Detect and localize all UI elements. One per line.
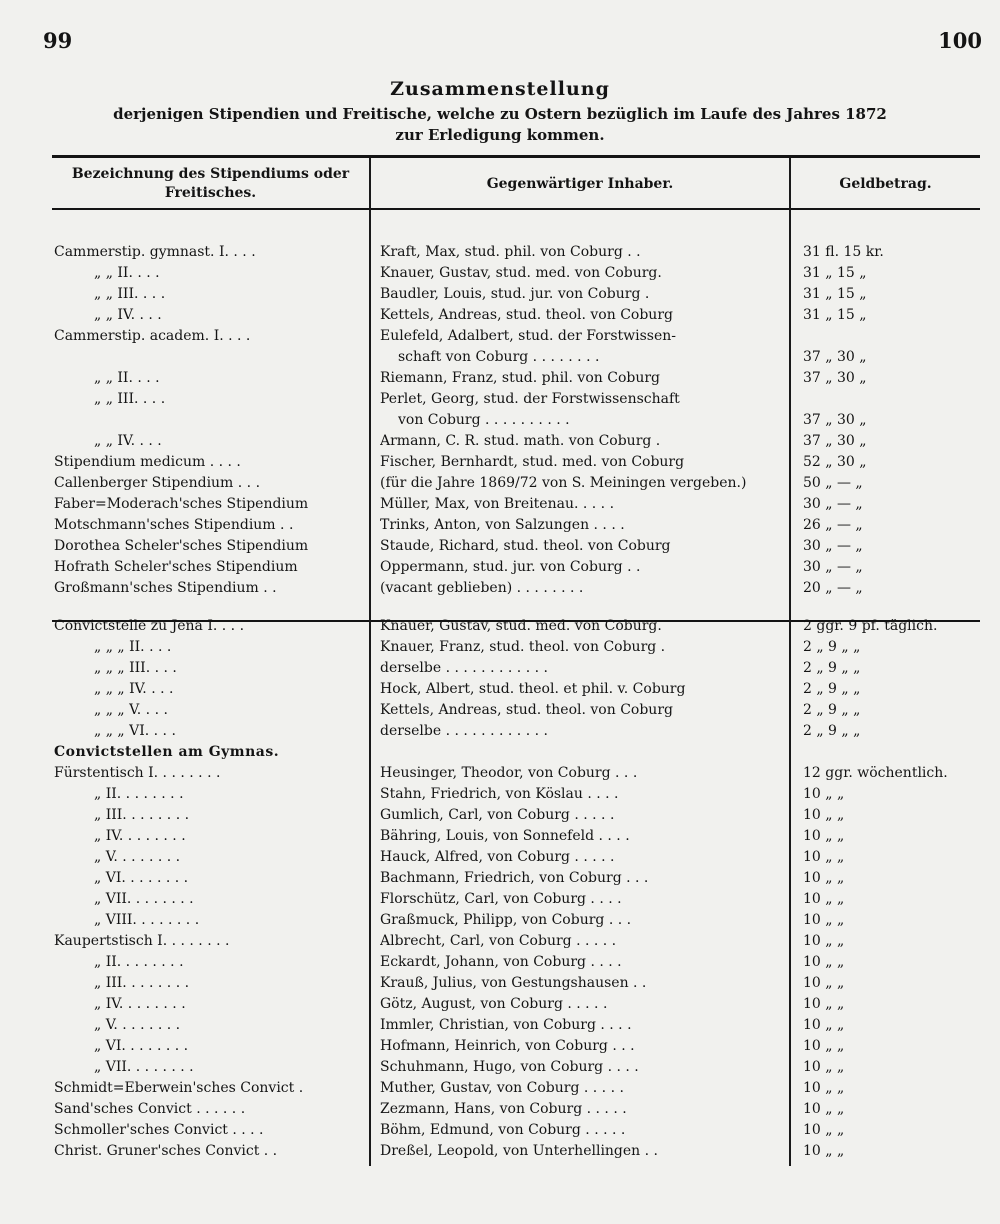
stipendium-name-cell: Schmidt=Eberwein'sches Convict . xyxy=(54,1080,304,1096)
table-row xyxy=(0,637,1000,658)
holder-cell: Götz, August, von Coburg . . . . . xyxy=(380,996,608,1012)
table-row xyxy=(0,1057,1000,1078)
table-row xyxy=(0,410,1000,431)
amount-cell: 10 „ „ xyxy=(803,891,845,907)
stipendium-name-cell: „ „ II. . . . xyxy=(94,370,160,386)
holder-cell: Knauer, Gustav, stud. med. von Coburg. xyxy=(380,618,662,634)
holder-cell: Florschütz, Carl, von Coburg . . . . xyxy=(380,891,622,907)
stipendium-name-cell: Callenberger Stipendium . . . xyxy=(54,475,261,491)
table-row xyxy=(0,326,1000,347)
table-row xyxy=(0,1036,1000,1057)
amount-cell: 52 „ 30 „ xyxy=(803,454,867,470)
stipendium-name-cell: „ V. . . . . . . . xyxy=(94,1017,181,1033)
amount-cell: 10 „ „ xyxy=(803,786,845,802)
holder-cell: (vacant geblieben) . . . . . . . . xyxy=(380,580,584,596)
amount-cell: 2 „ 9 „ „ xyxy=(803,702,861,718)
table-row xyxy=(0,1078,1000,1099)
stipendium-name-cell: Cammerstip. gymnast. I. . . . xyxy=(54,244,256,260)
holder-cell: Müller, Max, von Breitenau. . . . . xyxy=(380,496,615,512)
amount-cell: 10 „ „ xyxy=(803,849,845,865)
amount-cell: 10 „ „ xyxy=(803,954,845,970)
holder-cell: Kettels, Andreas, stud. theol. von Coburg xyxy=(380,702,673,718)
stipendium-name-cell: „ „ „ V. . . . xyxy=(94,702,168,718)
holder-cell: Trinks, Anton, von Salzungen . . . . xyxy=(380,517,625,533)
stipendium-name-cell: „ IV. . . . . . . . xyxy=(94,996,186,1012)
table-row xyxy=(0,368,1000,389)
holder-cell: Perlet, Georg, stud. der Forstwissenschaft xyxy=(380,391,680,407)
stipendium-name-cell: „ II. . . . . . . . xyxy=(94,954,184,970)
holder-cell: Knauer, Franz, stud. theol. von Coburg . xyxy=(380,639,666,655)
holder-cell: von Coburg . . . . . . . . . . xyxy=(398,412,570,428)
stipendium-name-cell: „ VII. . . . . . . . xyxy=(94,891,194,907)
table-row xyxy=(0,452,1000,473)
holder-cell: Hofmann, Heinrich, von Coburg . . . xyxy=(380,1038,635,1054)
holder-cell: (für die Jahre 1869/72 von S. Meiningen vergeben.) xyxy=(380,475,747,491)
table-row xyxy=(0,242,1000,263)
table-row xyxy=(0,536,1000,557)
holder-cell: Albrecht, Carl, von Coburg . . . . . xyxy=(380,933,617,949)
holder-cell: Fischer, Bernhardt, stud. med. von Coburg xyxy=(380,454,685,470)
stipendium-name-cell: „ „ II. . . . xyxy=(94,265,160,281)
holder-cell: Zezmann, Hans, von Coburg . . . . . xyxy=(380,1101,627,1117)
stipendium-name-cell: Dorothea Scheler'sches Stipendium xyxy=(54,538,309,554)
amount-cell: 2 „ 9 „ „ xyxy=(803,660,861,676)
amount-cell: 12 ggr. wöchentlich. xyxy=(803,765,948,781)
amount-cell: 10 „ „ xyxy=(803,1122,845,1138)
holder-cell: Kraft, Max, stud. phil. von Coburg . . xyxy=(380,244,641,260)
table-row xyxy=(0,973,1000,994)
header-stipendium: Bezeichnung des Stipendiums oder Freitisches. xyxy=(71,166,350,201)
holder-cell: Bachmann, Friedrich, von Coburg . . . xyxy=(380,870,649,886)
holder-cell: Kettels, Andreas, stud. theol. von Coburg xyxy=(380,307,673,323)
amount-cell: 2 „ 9 „ „ xyxy=(803,639,861,655)
stipendium-name-cell: Großmann'sches Stipendium . . xyxy=(54,580,277,596)
stipendium-name-cell: Motschmann'sches Stipendium . . xyxy=(54,517,294,533)
page-subtitle-line1: derjenigen Stipendien und Freitische, welche zu Ostern bezüglich im Laufe des Jahres 1872 xyxy=(113,105,887,123)
table-row xyxy=(0,1099,1000,1120)
amount-cell: 10 „ „ xyxy=(803,975,845,991)
amount-cell: 30 „ — „ xyxy=(803,496,863,512)
holder-cell: Baudler, Louis, stud. jur. von Coburg . xyxy=(380,286,650,302)
stipendium-name-cell: „ „ „ IV. . . . xyxy=(94,681,174,697)
stipendium-name-cell: „ „ III. . . . xyxy=(94,286,166,302)
page-number-right: 100 xyxy=(938,28,982,53)
amount-cell: 10 „ „ xyxy=(803,870,845,886)
table-row xyxy=(0,910,1000,931)
table-row xyxy=(0,952,1000,973)
amount-cell: 31 fl. 15 kr. xyxy=(803,244,884,260)
amount-cell: 10 „ „ xyxy=(803,912,845,928)
table-row xyxy=(0,679,1000,700)
amount-cell: 37 „ 30 „ xyxy=(803,412,867,428)
stipendium-name-cell: „ IV. . . . . . . . xyxy=(94,828,186,844)
amount-cell: 10 „ „ xyxy=(803,828,845,844)
amount-cell: 10 „ „ xyxy=(803,1101,845,1117)
table-row xyxy=(0,868,1000,889)
holder-cell: Gumlich, Carl, von Coburg . . . . . xyxy=(380,807,615,823)
holder-cell: Heusinger, Theodor, von Coburg . . . xyxy=(380,765,638,781)
amount-cell: 10 „ „ xyxy=(803,1059,845,1075)
table-row xyxy=(0,616,1000,637)
holder-cell: Eulefeld, Adalbert, stud. der Forstwissen- xyxy=(380,328,676,344)
holder-cell: Riemann, Franz, stud. phil. von Coburg xyxy=(380,370,661,386)
holder-cell: Hock, Albert, stud. theol. et phil. v. Coburg xyxy=(380,681,686,697)
amount-cell: 10 „ „ xyxy=(803,1038,845,1054)
stipendium-name-cell: Fürstentisch I. . . . . . . . xyxy=(54,765,221,781)
page-subtitle-line2: zur Erledigung kommen. xyxy=(395,126,605,144)
holder-cell: Stahn, Friedrich, von Köslau . . . . xyxy=(380,786,619,802)
amount-cell: 10 „ „ xyxy=(803,807,845,823)
amount-cell: 10 „ „ xyxy=(803,933,845,949)
holder-cell: Armann, C. R. stud. math. von Coburg . xyxy=(380,433,661,449)
holder-cell: Staude, Richard, stud. theol. von Coburg xyxy=(380,538,671,554)
table-row xyxy=(0,1120,1000,1141)
table-row xyxy=(0,284,1000,305)
table-row xyxy=(0,578,1000,599)
table-row xyxy=(0,658,1000,679)
table-row xyxy=(0,721,1000,742)
holder-cell: Knauer, Gustav, stud. med. von Coburg. xyxy=(380,265,662,281)
amount-cell: 30 „ — „ xyxy=(803,559,863,575)
table-row xyxy=(0,263,1000,284)
stipendium-name-cell: Convictstellen am Gymnas. xyxy=(54,744,280,760)
table-row xyxy=(0,431,1000,452)
holder-cell: Krauß, Julius, von Gestungshausen . . xyxy=(380,975,647,991)
table-row xyxy=(0,847,1000,868)
header-geldbetrag: Geldbetrag. xyxy=(839,175,932,192)
holder-cell: Böhm, Edmund, von Coburg . . . . . xyxy=(380,1122,626,1138)
stipendium-name-cell: Stipendium medicum . . . . xyxy=(54,454,241,470)
amount-cell: 37 „ 30 „ xyxy=(803,370,867,386)
holder-cell: derselbe . . . . . . . . . . . . xyxy=(380,723,548,739)
holder-cell: derselbe . . . . . . . . . . . . xyxy=(380,660,548,676)
table-row xyxy=(0,494,1000,515)
table-row xyxy=(0,347,1000,368)
holder-cell: Immler, Christian, von Coburg . . . . xyxy=(380,1017,632,1033)
page-number-left: 99 xyxy=(43,28,73,53)
stipendium-name-cell: Convictstelle zu Jena I. . . . xyxy=(54,618,245,634)
table-row xyxy=(0,784,1000,805)
stipendium-name-cell: „ II. . . . . . . . xyxy=(94,786,184,802)
amount-cell: 2 ggr. 9 pf. täglich. xyxy=(803,618,938,634)
stipendium-name-cell: Cammerstip. academ. I. . . . xyxy=(54,328,251,344)
holder-cell: Muther, Gustav, von Coburg . . . . . xyxy=(380,1080,624,1096)
amount-cell: 10 „ „ xyxy=(803,1143,845,1159)
amount-cell: 10 „ „ xyxy=(803,1017,845,1033)
stipendium-name-cell: „ „ „ VI. . . . xyxy=(94,723,176,739)
amount-cell: 37 „ 30 „ xyxy=(803,433,867,449)
holder-cell: Eckardt, Johann, von Coburg . . . . xyxy=(380,954,622,970)
holder-cell: Hauck, Alfred, von Coburg . . . . . xyxy=(380,849,615,865)
stipendium-name-cell: Sand'sches Convict . . . . . . xyxy=(54,1101,246,1117)
amount-cell: 30 „ — „ xyxy=(803,538,863,554)
stipendium-name-cell: Christ. Gruner'sches Convict . . xyxy=(54,1143,278,1159)
amount-cell: 31 „ 15 „ xyxy=(803,265,867,281)
page-title: Zusammenstellung xyxy=(390,78,610,100)
amount-cell: 31 „ 15 „ xyxy=(803,307,867,323)
stipendium-name-cell: Kaupertstisch I. . . . . . . . xyxy=(54,933,230,949)
stipendium-name-cell: „ VIII. . . . . . . . xyxy=(94,912,200,928)
table-row xyxy=(0,515,1000,536)
stipendium-name-cell: Schmoller'sches Convict . . . . xyxy=(54,1122,264,1138)
amount-cell: 2 „ 9 „ „ xyxy=(803,681,861,697)
amount-cell: 10 „ „ xyxy=(803,1080,845,1096)
amount-cell: 20 „ — „ xyxy=(803,580,863,596)
table-row xyxy=(0,1015,1000,1036)
holder-cell: Graßmuck, Philipp, von Coburg . . . xyxy=(380,912,632,928)
stipendium-name-cell: Hofrath Scheler'sches Stipendium xyxy=(54,559,298,575)
stipendium-name-cell: „ „ „ III. . . . xyxy=(94,660,177,676)
stipendium-name-cell: „ VI. . . . . . . . xyxy=(94,1038,189,1054)
stipendium-name-cell: „ III. . . . . . . . xyxy=(94,975,190,991)
table-row xyxy=(0,473,1000,494)
amount-cell: 50 „ — „ xyxy=(803,475,863,491)
amount-cell: 26 „ — „ xyxy=(803,517,863,533)
amount-cell: 37 „ 30 „ xyxy=(803,349,867,365)
holder-cell: Dreßel, Leopold, von Unterhellingen . . xyxy=(380,1143,658,1159)
holder-cell: Oppermann, stud. jur. von Coburg . . xyxy=(380,559,641,575)
table-row xyxy=(0,826,1000,847)
table-row xyxy=(0,763,1000,784)
stipendium-name-cell: „ III. . . . . . . . xyxy=(94,807,190,823)
stipendium-name-cell: „ V. . . . . . . . xyxy=(94,849,181,865)
stipendium-name-cell: „ „ IV. . . . xyxy=(94,433,162,449)
table-row xyxy=(0,389,1000,410)
table-row xyxy=(0,700,1000,721)
holder-cell: Bähring, Louis, von Sonnefeld . . . . xyxy=(380,828,630,844)
stipendium-name-cell: „ VI. . . . . . . . xyxy=(94,870,189,886)
stipendium-name-cell: „ „ „ II. . . . xyxy=(94,639,172,655)
table-row xyxy=(0,742,1000,763)
table-row xyxy=(0,994,1000,1015)
stipendium-name-cell: „ „ IV. . . . xyxy=(94,307,162,323)
amount-cell: 2 „ 9 „ „ xyxy=(803,723,861,739)
amount-cell: 31 „ 15 „ xyxy=(803,286,867,302)
table-row xyxy=(0,931,1000,952)
table-row xyxy=(0,305,1000,326)
amount-cell: 10 „ „ xyxy=(803,996,845,1012)
table-row xyxy=(0,805,1000,826)
table-row xyxy=(0,889,1000,910)
header-inhaber: Gegenwärtiger Inhaber. xyxy=(486,175,674,192)
holder-cell: schaft von Coburg . . . . . . . . xyxy=(398,349,600,365)
stipendium-name-cell: „ VII. . . . . . . . xyxy=(94,1059,194,1075)
table-row xyxy=(0,1141,1000,1162)
holder-cell: Schuhmann, Hugo, von Coburg . . . . xyxy=(380,1059,639,1075)
table-row xyxy=(0,557,1000,578)
stipendium-name-cell: Faber=Moderach'sches Stipendium xyxy=(54,496,309,512)
stipendium-name-cell: „ „ III. . . . xyxy=(94,391,166,407)
